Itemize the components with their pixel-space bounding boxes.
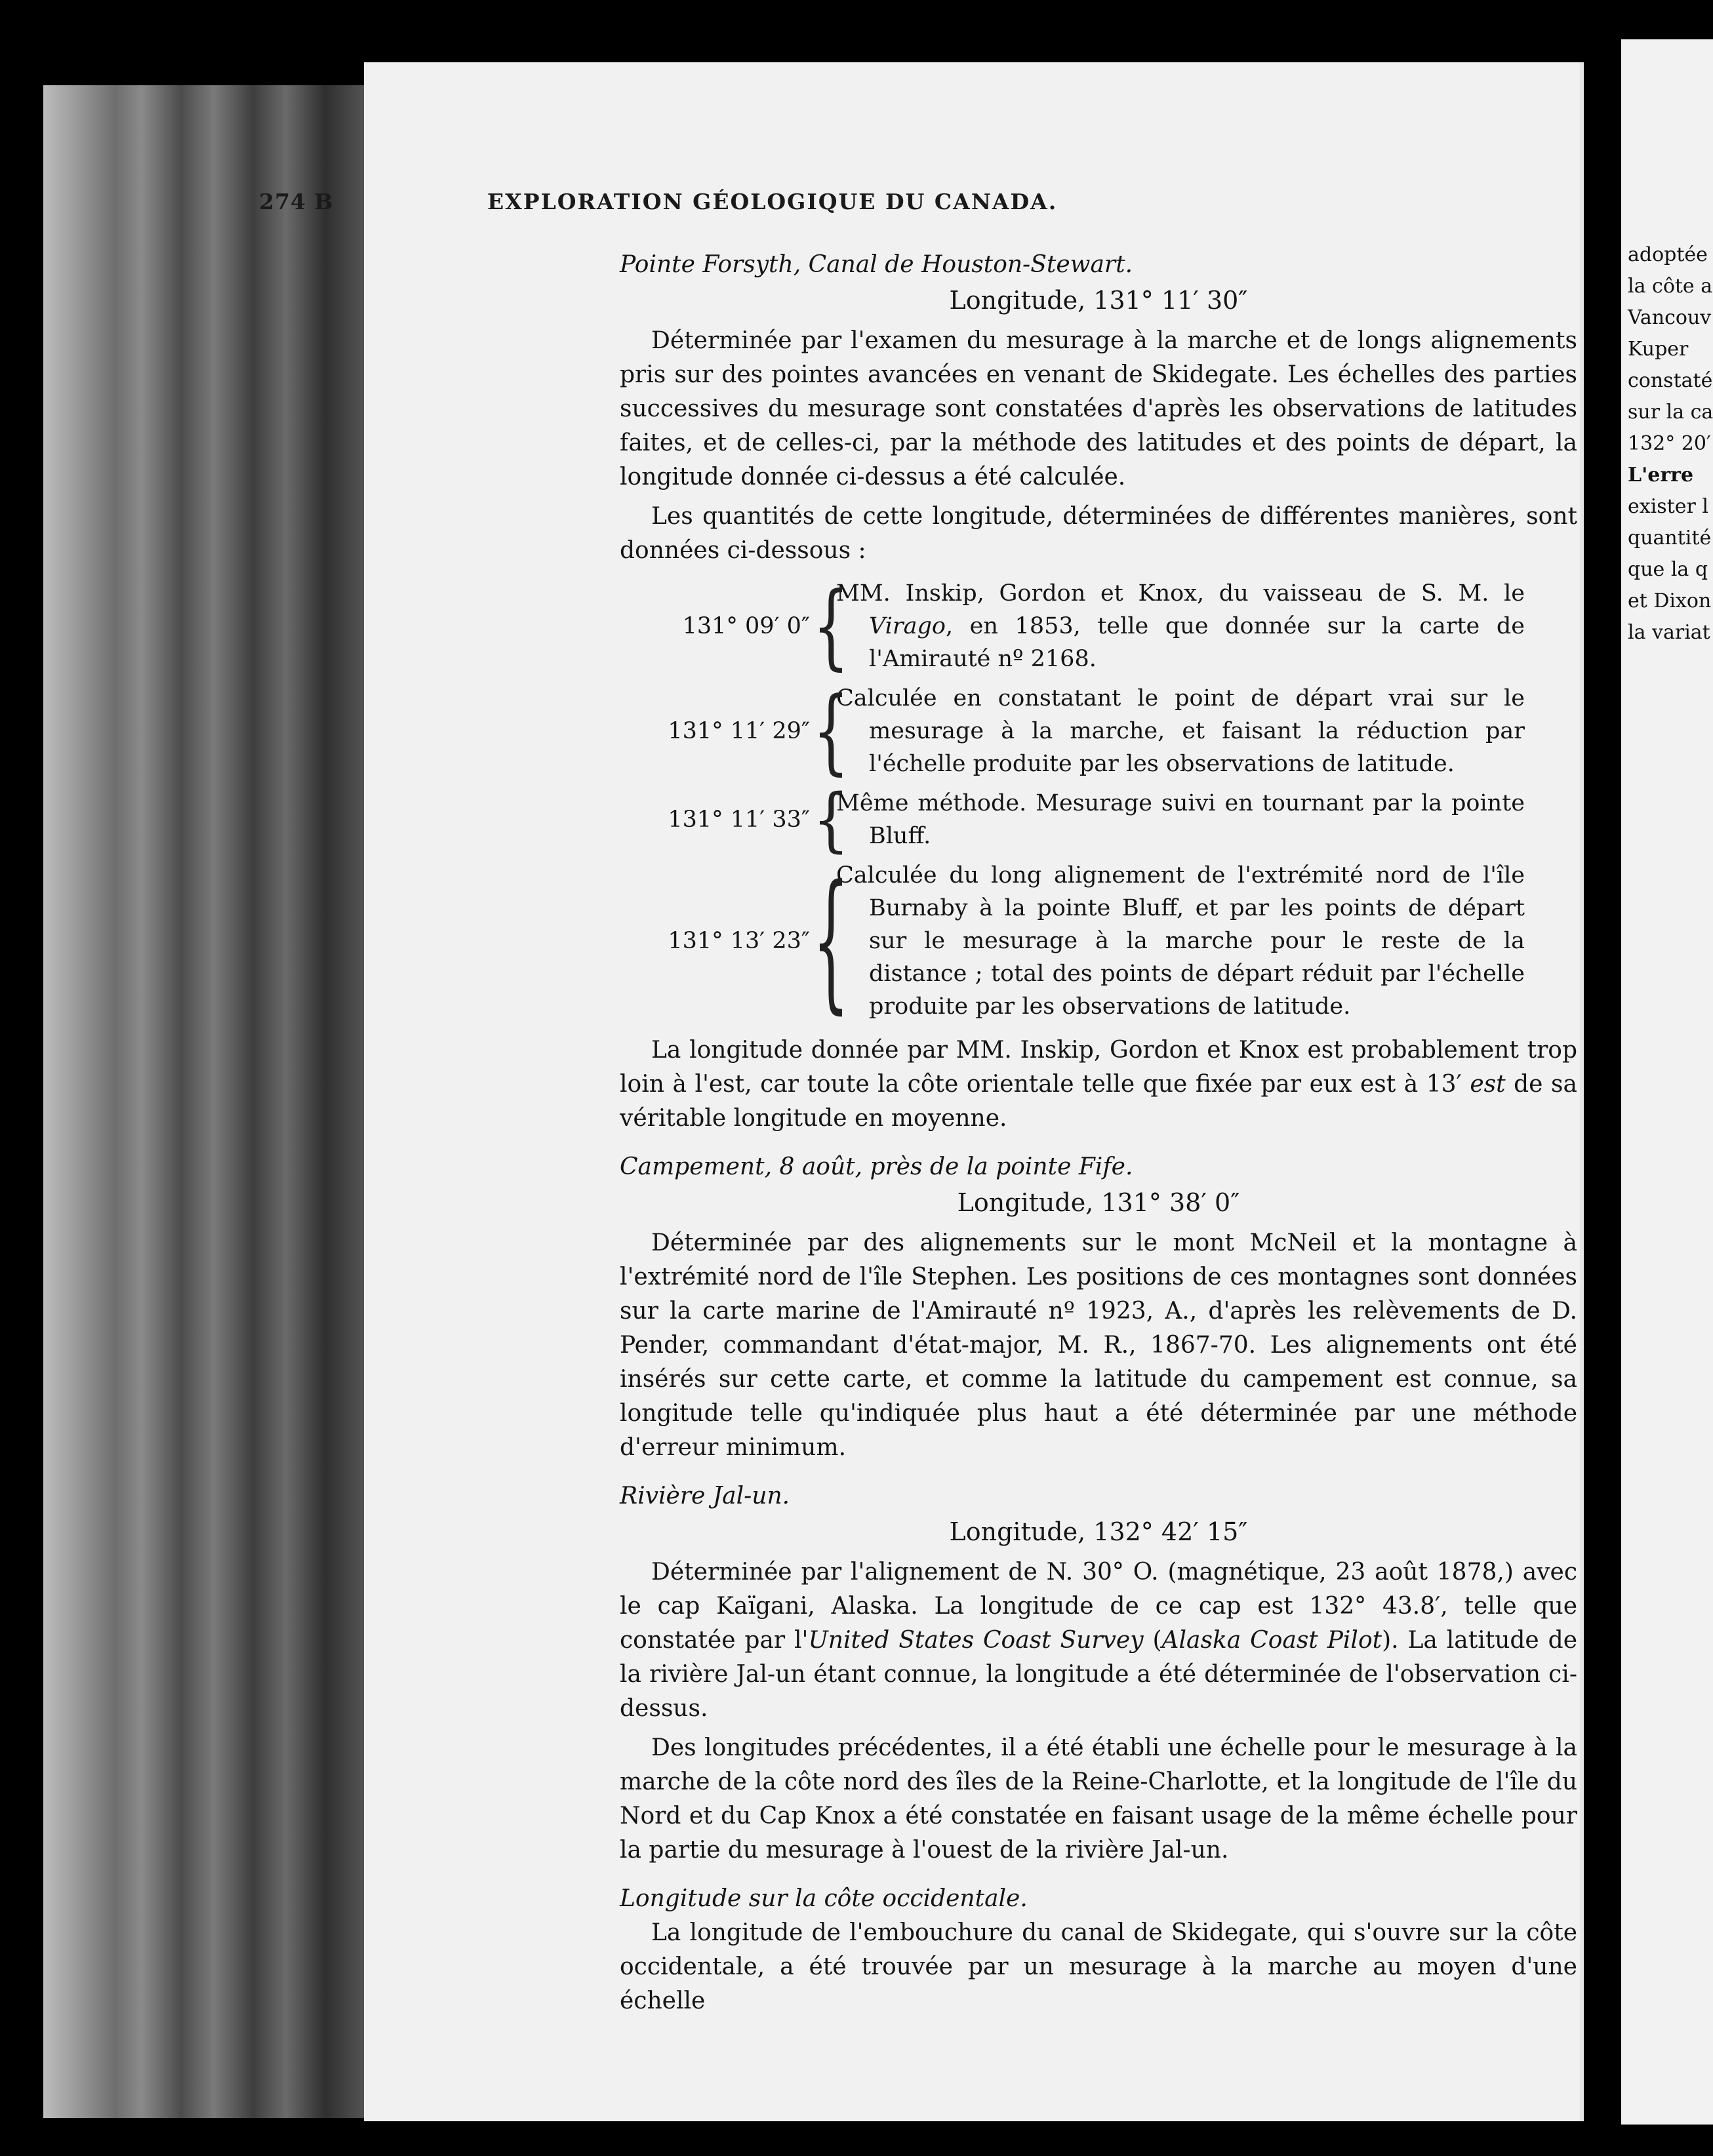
measurement-value: 131° 11′ 29″	[668, 718, 810, 744]
facing-line: exister l	[1628, 495, 1708, 518]
measurement-row	[620, 571, 1577, 680]
running-head	[259, 189, 1348, 222]
facing-line: et Dixon	[1628, 589, 1712, 612]
facing-line: que la q	[1628, 558, 1708, 581]
measurement-table	[620, 571, 1577, 1028]
facing-line: Vancouv	[1628, 306, 1712, 329]
facing-line: 132° 20′	[1628, 432, 1711, 455]
facing-line: L'erre	[1628, 464, 1694, 487]
facing-line: la variat	[1628, 621, 1710, 644]
running-title: EXPLORATION GÉOLOGIQUE DU CANADA.	[487, 189, 1058, 214]
brace: {	[813, 852, 849, 1028]
measurement-description: MM. Inskip, Gordon et Knox, du vaisseau de S. M. le Virago, en 1853, telle que donnée sur la carte de l'Amirauté nº 2168.	[836, 580, 1525, 672]
section-heading: Campement, 8 août, près de la pointe Fife.	[620, 1153, 1133, 1180]
section-heading: Rivière Jal-un.	[620, 1483, 790, 1509]
brace: {	[813, 778, 849, 860]
paragraph: La longitude de l'embouchure du canal de Skidegate, qui s'ouvre sur la côte occidentale, a été trouvée par un mesurage à la marche au moyen d'une échelle	[620, 1919, 1577, 2014]
paragraph: La longitude donnée par MM. Inskip, Gordon et Knox est probablement trop loin à l'est, car toute la côte orientale telle que fixée par eux est à 13′ est de sa véritable longitude en moyenne.	[620, 1037, 1577, 1132]
measurement-value: 131° 11′ 33″	[668, 807, 810, 833]
facing-line: Kuper	[1628, 338, 1689, 361]
paragraph: Déterminée par des alignements sur le mont McNeil et la montagne à l'extrémité nord de l'île Stephen. Les positions de ces montagnes sont données sur la carte marine de l'Amirauté nº 1923, A., d'après les relèvements de D. Pender, commandant d'état-major, M. R., 1867-70. Les alignements ont été insérés sur cette carte, et comme la latitude du campement est connue, sa longitude telle qu'indiquée plus haut a été déterminée par une méthode d'erreur minimum.	[620, 1229, 1577, 1461]
page-edge-shadow	[43, 85, 371, 2118]
facing-line: adoptée	[1628, 243, 1708, 266]
paragraph: Déterminée par l'examen du mesurage à la marche et de longs alignements pris sur des pointes avancées en venant de Skidegate. Les échelles des parties successives du mesurage sont constatées d'après les observations de latitudes faites, et de celles-ci, par la méthode des latitudes et des points de départ, la longitude donnée ci-dessus a été calculée.	[620, 327, 1577, 490]
measurement-row	[620, 676, 1577, 785]
page-number: 274 B	[259, 189, 334, 214]
measurement-row	[620, 852, 1577, 1028]
brace: {	[813, 676, 849, 785]
page-body	[620, 243, 1577, 2024]
section-heading: Pointe Forsyth, Canal de Houston-Stewart.	[620, 251, 1133, 278]
longitude-value: Longitude, 131° 11′ 30″	[949, 286, 1248, 315]
facing-line: constaté	[1628, 369, 1713, 392]
brace: {	[813, 571, 849, 680]
paragraph: Déterminée par l'alignement de N. 30° O. (magnétique, 23 août 1878,) avec le cap Kaïgani, Alaska. La longitude de ce cap est 132° 43.8′, telle que constatée par l'United States Coast Survey (Alaska Coast Pilot). La latitude de la rivière Jal-un étant connue, la longitude a été déterminée de l'observation ci-dessus.	[620, 1559, 1577, 1722]
measurement-description: Même méthode. Mesurage suivi en tournant par la pointe Bluff.	[836, 790, 1525, 849]
measurement-description: Calculée en constatant le point de départ vrai sur le mesurage à la marche, et faisant la réduction par l'échelle produite par les observations de latitude.	[836, 685, 1525, 777]
longitude-value: Longitude, 132° 42′ 15″	[949, 1517, 1248, 1546]
facing-page	[1607, 39, 1713, 2125]
facing-line: quantité	[1628, 527, 1712, 549]
section-heading: Longitude sur la côte occidentale.	[620, 1885, 1028, 1912]
longitude-value: Longitude, 131° 38′ 0″	[957, 1188, 1240, 1217]
paragraph: Les quantités de cette longitude, déterminées de différentes manières, sont données ci-dessous :	[620, 503, 1577, 564]
measurement-row	[620, 778, 1577, 860]
facing-page-text	[1621, 239, 1713, 649]
paragraph: Des longitudes précédentes, il a été établi une échelle pour le mesurage à la marche de la côte nord des îles de la Reine-Charlotte, et la longitude de l'île du Nord et du Cap Knox a été constatée en faisant usage de la même échelle pour la partie du mesurage à l'ouest de la rivière Jal-un.	[620, 1734, 1577, 1864]
facing-line: la côte a	[1628, 275, 1713, 298]
measurement-description: Calculée du long alignement de l'extrémité nord de l'île Burnaby à la pointe Bluff, et par les points de départ sur le mesurage à la marche pour le reste de la distance ; total des points de départ réduit par l'échelle produite par les observations de latitude.	[836, 862, 1525, 1020]
measurement-value: 131° 13′ 23″	[668, 928, 810, 954]
measurement-value: 131° 09′ 0″	[682, 613, 810, 639]
facing-line: sur la ca	[1628, 401, 1713, 424]
